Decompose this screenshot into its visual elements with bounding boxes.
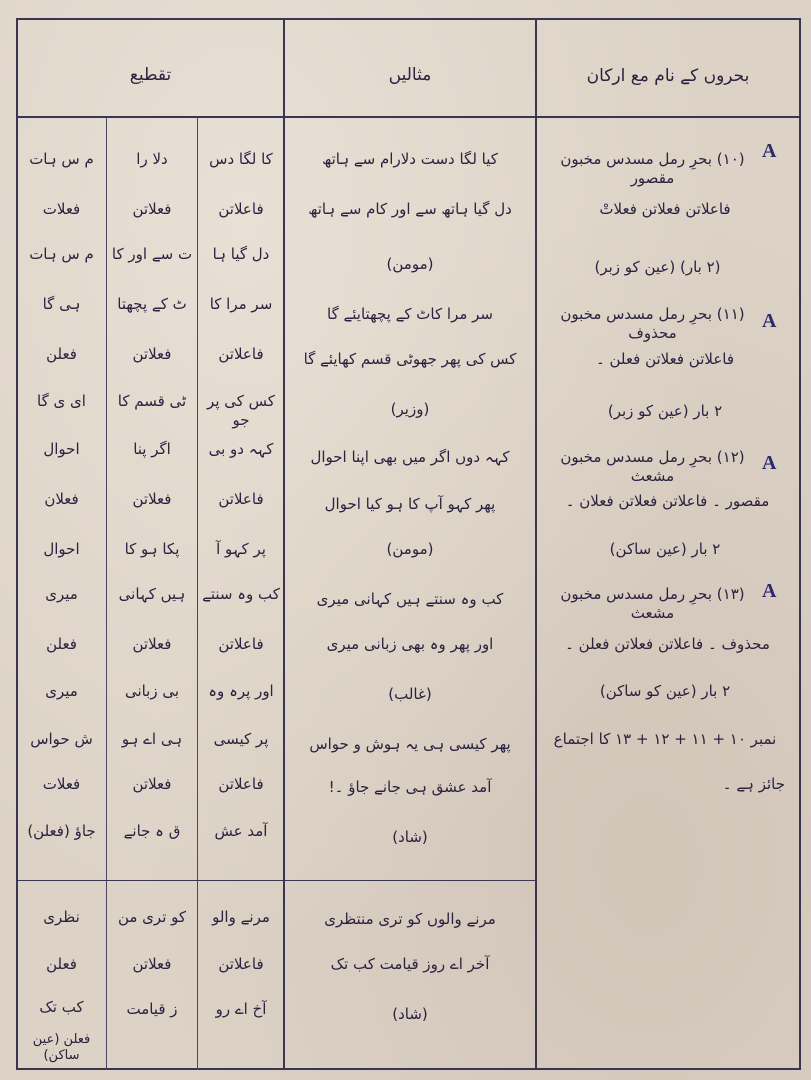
poet-name: (مومن) [386, 255, 434, 273]
misal-line: آمد عشق ہی جانے جاؤ ۔! [328, 778, 492, 796]
taqti-col1-cell: فاعلاتن [218, 635, 264, 653]
taqti-col1-cell: پر کیسی [213, 730, 269, 748]
pen-mark: A [762, 140, 777, 162]
bahr-line: ۲ بار (عین کو ساکن) [599, 682, 731, 700]
taqti-col3-cell: ش حواس [30, 730, 93, 748]
taqti-col2-cell: فعلاتن [132, 775, 172, 793]
taqti-col3-cell: فعلن [46, 345, 77, 363]
misal-line: پھر کہو آپ کا ہو کیا احوال [324, 495, 496, 513]
column-divider [283, 18, 285, 1070]
bahr-line: جائز ہے ۔ [722, 775, 785, 793]
misal-line: کس کی پھر جھوٹی قسم کھایئے گا [303, 350, 517, 368]
poet-name: (شاد) [392, 828, 428, 846]
poet-name: (شاد) [392, 1005, 428, 1023]
taqti-col2-cell: ت سے اور کا [111, 245, 193, 263]
taqti-col2-cell: بی زبانی [124, 682, 180, 700]
taqti-col3-cell: م س ہات [29, 245, 94, 263]
pen-mark: A [762, 310, 777, 332]
misal-line: کیا لگا دست دلارام سے ہاتھ [322, 150, 498, 168]
misal-line: کب وہ سنتے ہیں کہانی میری [316, 590, 504, 608]
bahr-line: (۱۲) بحرِ رمل مسدس مخبون مشعث [560, 448, 745, 485]
taqti-col2-cell: فعلاتن [132, 490, 172, 508]
taqti-col1-cell: دل گیا ہا [212, 245, 270, 263]
taqti-col1-cell: فاعلاتن [218, 345, 264, 363]
taqti-col3-cell: نظری [43, 908, 80, 926]
taqti-col1-cell: فاعلاتن [218, 200, 264, 218]
taqti-col3-cell: ہی گا [42, 295, 81, 313]
taqti-col2-cell: فعلاتن [132, 955, 172, 973]
bahr-line: فاعلاتن فعلاتن فعلاتْ [599, 200, 731, 218]
bahr-line: (۱۰) بحرِ رمل مسدس مخبون مقصور [560, 150, 745, 187]
pen-mark: A [762, 452, 777, 474]
taqti-col2-cell: ہیں کہانی [118, 585, 186, 603]
misal-line: مرنے والوں کو تری منتظری [324, 910, 496, 928]
taqti-col3-cell: میری [45, 682, 78, 700]
taqti-col3-cell: ای ی گا [37, 392, 86, 410]
taqti-col3-cell: فعلن (عین ساکن) [32, 1032, 91, 1064]
taqti-col2-cell: دلا را [136, 150, 168, 168]
header-misalen: مثالیں [388, 65, 432, 85]
taqti-col2-cell: ہی اے ہو [121, 730, 183, 748]
taqti-col1-cell: فاعلاتن [218, 490, 264, 508]
taqti-col3-cell: میری [45, 585, 78, 603]
taqti-col3-cell: فعلن [46, 955, 77, 973]
taqti-divider [197, 118, 198, 1070]
bahr-line: ۲ بار (عین کو زبر) [607, 402, 723, 420]
taqti-col1-cell: فاعلاتن [218, 955, 264, 973]
bahr-line: ۲ بار (عین ساکن) [609, 540, 721, 558]
taqti-col1-cell: مرنے والو [212, 908, 270, 926]
taqti-col3-cell: احوال [43, 440, 80, 458]
taqti-col2-cell: کو تری من [117, 908, 187, 926]
taqti-col3-cell: جاؤ (فعلن) [27, 822, 96, 840]
taqti-col3-cell: م س ہات [29, 150, 94, 168]
poet-name: (مومن) [386, 540, 434, 558]
taqti-col3-cell: احوال [43, 540, 80, 558]
misal-line: آخر اے روز قیامت کب تک [330, 955, 490, 973]
taqti-col3-cell: فعلان [44, 490, 79, 508]
taqti-col1-cell: فاعلاتن [218, 775, 264, 793]
bahr-line: نمبر ۱۰ + ۱۱ + ۱۲ + ۱۳ کا اجتماع [553, 730, 777, 748]
row-divider [16, 880, 536, 881]
taqti-col3-cell: فعلن [46, 635, 77, 653]
bahr-line: (۲ بار) (عین کو زبر) [594, 258, 721, 276]
taqti-col2-cell: فعلاتن [132, 345, 172, 363]
bahr-line: فاعلاتن فعلاتن فعلن ۔ [595, 350, 735, 368]
taqti-col1-cell: پر کہو آ [216, 540, 266, 558]
bahr-line: (۱۱) بحرِ رمل مسدس مخبون محذوف [560, 305, 745, 342]
taqti-col1-cell: کہہ دو بی [208, 440, 274, 458]
misal-line: پھر کیسی ہی یہ ہوش و حواس [309, 735, 511, 753]
taqti-col2-cell: پکا ہو کا [124, 540, 180, 558]
misal-line: کہہ دوں اگر میں بھی اپنا احوال [310, 448, 510, 466]
header-taqti: تقطیع [129, 65, 172, 85]
taqti-col2-cell: فعلاتن [132, 200, 172, 218]
taqti-col3-cell: فعلات [42, 775, 81, 793]
taqti-col2-cell: ق ہ جانے [123, 822, 181, 840]
bahr-line: محذوف ۔ فاعلاتن فعلاتن فعلن ۔ [565, 635, 770, 653]
poet-name: (وزیر) [390, 400, 430, 418]
taqti-col3-cell: فعلات [42, 200, 81, 218]
taqti-col1-cell: اور پرہ وہ [208, 682, 274, 700]
misal-line: اور پھر وہ بھی زبانی میری [326, 635, 494, 653]
pen-mark: A [762, 580, 777, 602]
taqti-col1-cell: سر مرا کا [209, 295, 273, 313]
header-divider [16, 116, 801, 118]
taqti-divider [106, 118, 107, 1070]
taqti-col2-cell: فعلاتن [132, 635, 172, 653]
poet-name: (غالب) [388, 685, 432, 703]
taqti-col2-cell: ٹی قسم کا [117, 392, 187, 410]
taqti-col1-cell: آخ اے رو [215, 1000, 267, 1018]
misal-line: سر مرا کاٹ کے پچھتایئے گا [327, 305, 493, 323]
taqti-col1-cell: کا لگا دس [209, 150, 273, 168]
taqti-col2-cell: اگر پنا [133, 440, 171, 458]
bahr-line: (۱۳) بحرِ رمل مسدس مخبون مشعث [560, 585, 745, 622]
taqti-col1-cell: کس کی پر جو [207, 392, 275, 429]
taqti-col1-cell: کب وہ سنتے [202, 585, 280, 603]
taqti-col2-cell: ز قیامت [126, 1000, 178, 1018]
taqti-col3-cell: کب تک [39, 998, 84, 1016]
taqti-col1-cell: آمد عش [214, 822, 268, 840]
taqti-col2-cell: ٹ کے پچھتا [117, 295, 187, 313]
header-bahr: بحروں کے نام مع ارکان [586, 65, 750, 86]
column-divider [535, 18, 537, 1070]
misal-line: دل گیا ہاتھ سے اور کام سے ہاتھ [308, 200, 512, 218]
bahr-line: مقصور ۔ فاعلاتن فعلاتن فعلان ۔ [565, 492, 770, 510]
